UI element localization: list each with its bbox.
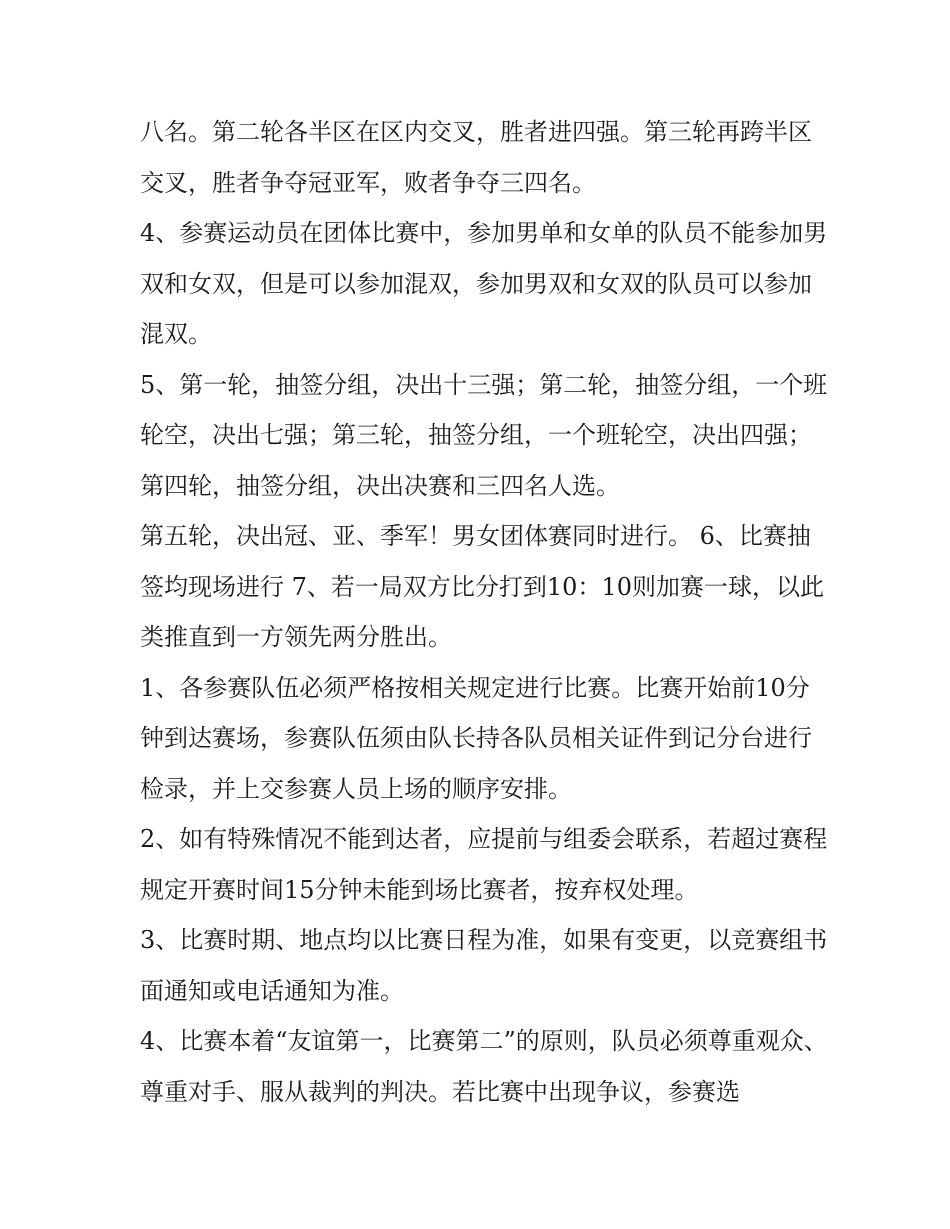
paragraph-rule-5-draw-rounds: 5、第一轮，抽签分组，决出十三强；第二轮，抽签分组，一个班轮空，决出七强；第三轮，抽签分组，一个班轮空，决出四强；第四轮，抽签分组，决出决赛和三四名人选。 [140, 370, 828, 500]
paragraph-rule-1-check-in: 1、各参赛队伍必须严格按相关规定进行比赛。比赛开始前10分钟到达赛场，参赛队伍须由队长持各队员相关证件到记分台进行检录，并上交参赛人员上场的顺序安排。 [140, 673, 812, 803]
paragraph-bracket-rules: 八名。第二轮各半区在区内交叉，胜者进四强。第三轮再跨半区交叉，胜者争夺冠亚军，败者争夺三四名。 [140, 118, 812, 197]
paragraph-rule-6-7-final-round: 第五轮，决出冠、亚、季军！男女团体赛同时进行。 6、比赛抽签均现场进行 7、若一局双方比分打到10：10则加赛一球，以此类推直到一方领先两分胜出。 [140, 522, 824, 651]
document-body [140, 107, 830, 1117]
paragraph-rule-4-team-eligibility: 4、参赛运动员在团体比赛中，参加男单和女单的队员不能参加男双和女双，但是可以参加混双，参加男双和女双的队员可以参加混双。 [140, 219, 828, 348]
paragraph-rule-2-forfeit: 2、如有特殊情况不能到达者，应提前与组委会联系，若超过赛程规定开赛时间15分钟未能到场比赛者，按弃权处理。 [140, 825, 828, 904]
paragraph-rule-4-sportsmanship: 4、比赛本着“友谊第一，比赛第二”的原则，队员必须尊重观众、尊重对手、服从裁判的判决。若比赛中出现争议，参赛选 [140, 1027, 828, 1106]
paragraph-rule-3-schedule: 3、比赛时期、地点均以比赛日程为准，如果有变更，以竞赛组书面通知或电话通知为准。 [140, 926, 828, 1005]
